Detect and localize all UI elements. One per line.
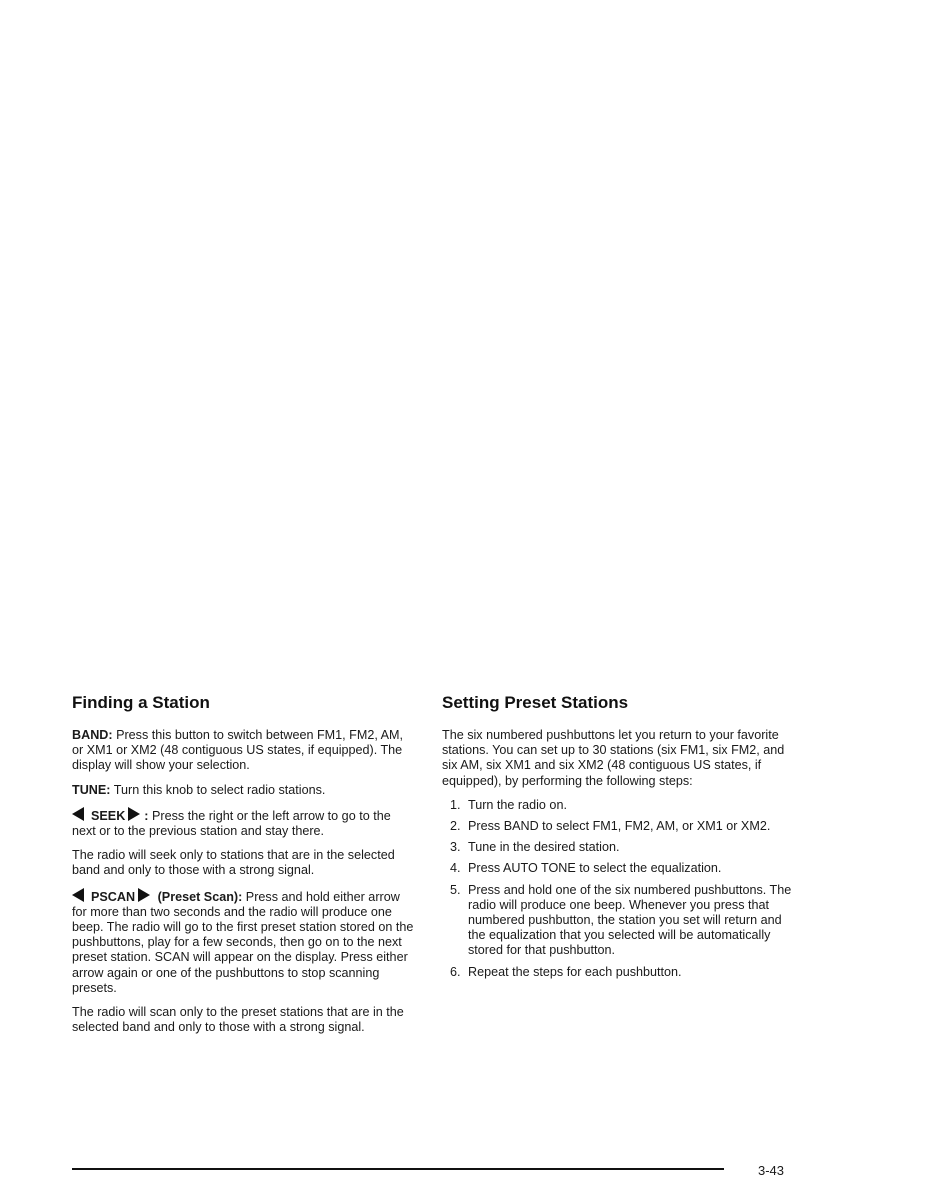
- step-text: Press and hold one of the six numbered pushbuttons. The radio will produce one beep. Whenever you press that numbered pushbutton, the station you set will return and the equalization that you selected will be automatically stored for that pushbutton.: [468, 882, 792, 958]
- step-number: 6.: [450, 964, 461, 979]
- seek-colon: :: [144, 808, 149, 823]
- band-paragraph: [72, 728, 414, 774]
- list-item: [442, 861, 792, 876]
- step-text: Repeat the steps for each pushbutton.: [468, 964, 682, 979]
- seek-label: SEEK: [91, 808, 126, 823]
- list-item: [442, 819, 792, 834]
- list-item: [442, 965, 792, 980]
- tune-label: TUNE:: [72, 782, 111, 797]
- left-column: [72, 692, 414, 1044]
- left-arrow-icon: [72, 807, 84, 821]
- step-number: 5.: [450, 882, 461, 897]
- tune-text: Turn this knob to select radio stations.: [113, 782, 326, 797]
- list-item: [442, 798, 792, 813]
- right-column: [442, 692, 792, 986]
- seek-text: Press the right or the left arrow to go to the next or to the previous station and stay there.: [72, 808, 391, 839]
- pscan-paragraph: [72, 888, 414, 996]
- tune-paragraph: [72, 783, 414, 798]
- right-arrow-icon: [138, 888, 150, 902]
- right-arrow-icon: [128, 807, 140, 821]
- section-heading-finding-station: Finding a Station: [72, 693, 210, 712]
- pscan-sublabel: (Preset Scan):: [157, 889, 243, 904]
- step-text: Turn the radio on.: [468, 797, 567, 812]
- step-text: Press BAND to select FM1, FM2, AM, or XM1 or XM2.: [468, 819, 771, 834]
- pscan-text: Press and hold either arrow for more than two seconds and the radio will produce one beep. The radio will go to the first preset station stored on the pushbuttons, play for a few seconds, then go on to the next preset station. SCAN will appear on the display. Press either arrow again or one of the pushbuttons to stop scanning presets.: [72, 889, 414, 995]
- band-text: Press this button to switch between FM1, FM2, AM, or XM1 or XM2 (48 contiguous US states, if equipped). The display will show your selection.: [72, 728, 404, 773]
- footer-rule: [72, 1168, 724, 1170]
- step-number: 1.: [450, 797, 461, 812]
- seek-paragraph: [72, 807, 414, 839]
- band-label: BAND:: [72, 728, 113, 742]
- pscan-note: The radio will scan only to the preset stations that are in the selected band and only to those with a strong signal.: [72, 1005, 404, 1035]
- section-heading-setting-presets: Setting Preset Stations: [442, 693, 629, 712]
- step-text: Tune in the desired station.: [468, 840, 620, 855]
- step-number: 3.: [450, 840, 461, 855]
- steps-list: [442, 798, 792, 980]
- step-text: Press AUTO TONE to select the equalization.: [468, 861, 722, 876]
- pscan-label: PSCAN: [91, 889, 136, 904]
- list-item: [442, 840, 792, 855]
- left-arrow-icon: [72, 888, 84, 902]
- list-item: [442, 883, 792, 959]
- step-number: 4.: [450, 861, 461, 876]
- seek-note: The radio will seek only to stations that are in the selected band and only to those with a strong signal.: [72, 848, 395, 878]
- presets-intro: The six numbered pushbuttons let you return to your favorite stations. You can set up to 30 stations (six FM1, six FM2, and six AM, six XM1 and six XM2 (48 contiguous US states, if equipped), by performing the following steps:: [442, 728, 785, 788]
- page-number: 3-43: [758, 1163, 785, 1178]
- step-number: 2.: [450, 819, 461, 834]
